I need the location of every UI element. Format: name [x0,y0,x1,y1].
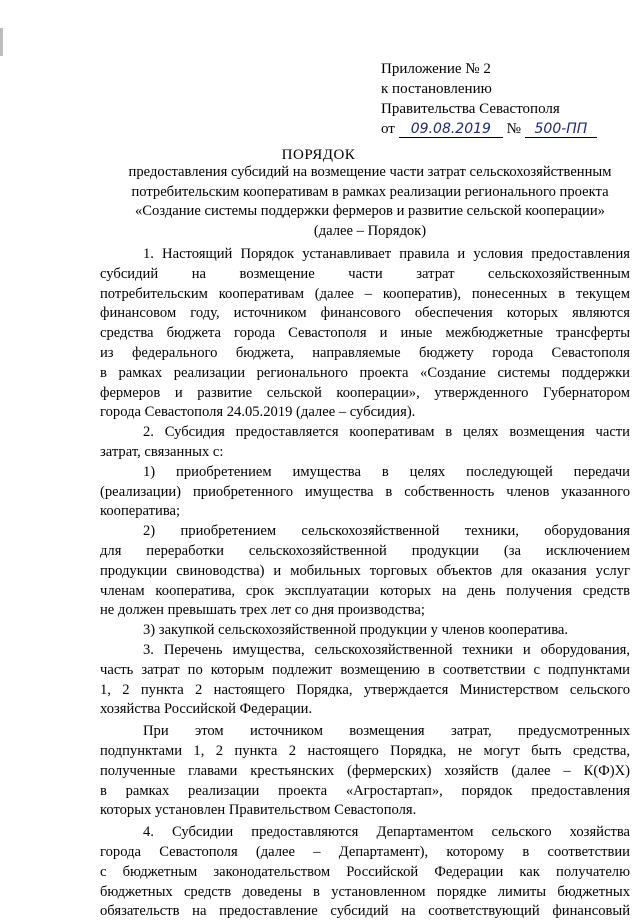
text-line: финансовом году, источником финансового обеспечения которых являются [100,305,630,322]
text-line: часть затрат по которым подлежит возмещению в соответствии с подпунктами [100,661,630,678]
text-line: членам кооператива, срок эксплуатации которых на день получения средств [100,582,630,599]
subtitle-line: предоставления субсидий на возмещение части затрат сельскохозяйственным [128,164,612,180]
appendix-block [381,59,597,139]
text-line: которых установлен Правительством Севастополя. [100,802,417,819]
text-line: (реализации) приобретенного имущества в собственность членов указанного [100,483,630,500]
text-line: в рамках реализации проекта «Агростартап», порядок предоставления [100,782,630,799]
text-line: с бюджетным законодательством Российской Федерации как получателю [100,863,630,880]
text-line: фермеров и развитие сельской кооперации», утвержденного Губернатором [100,384,630,401]
text-line: 4. Субсидии предоставляются Департаментом сельского хозяйства [143,824,630,841]
subtitle-line: (далее – Порядок) [313,222,427,239]
text-line: потребительским кооперативам (далее – кооператив), понесенных в текущем [100,285,630,302]
text-line: города Севастополя 24.05.2019 (далее – субсидия). [100,404,416,421]
text-line: из федерального бюджета, направляемые бюджету города Севастополя [100,344,630,361]
text-line: в рамках реализации регионального проекта «Создание системы поддержки [100,364,630,381]
document-subtitle [110,163,630,241]
subtitle-line: «Создание системы поддержки фермеров и развитие сельской кооперации» [135,203,605,219]
text-line: полученные главами крестьянских (фермерских) хозяйств (далее – К(Ф)Х) [100,762,630,779]
text-line: не должен превышать трех лет со дня производства; [100,602,425,619]
handwritten-date: 09.08.2019 [399,121,503,138]
text-line: 1, 2 пункта 2 настоящего Порядка, утверждается Министерством сельского [100,681,630,698]
text-line: 2. Субсидия предоставляется кооперативам в целях возмещения части [143,424,630,441]
document-title: ПОРЯДОК [281,147,356,163]
appendix-line: Приложение № 2 [381,61,491,77]
document-body [100,245,630,922]
text-line: обязательств на предоставление субсидий на соответствующий финансовый [100,903,630,920]
text-line: хозяйства Российской Федерации. [100,701,313,718]
text-line: кооператива; [100,503,181,520]
text-line: средства бюджета города Севастополя и иные межбюджетные трансферты [100,325,630,342]
scan-edge-mark [0,28,3,56]
from-label: от [381,121,395,137]
text-line: города Севастополя (далее – Департамент), которому в соответствии [100,843,630,860]
appendix-line: Правительства Севастополя [381,101,560,117]
text-line: для переработки сельскохозяйственной продукции (за исключением [100,542,630,559]
text-line: При этом источником возмещения затрат, предусмотренных [143,723,630,740]
text-line: 1. Настоящий Порядок устанавливает правила и условия предоставления [143,246,630,262]
number-label: № [506,121,521,137]
text-line: 3. Перечень имущества, сельскохозяйственной техники и оборудования, [143,641,630,658]
handwritten-number: 500-ПП [525,121,597,138]
text-line: продукции свиноводства) и мобильных торговых объектов для оказания услуг [100,562,630,579]
text-line: 2) приобретением сельскохозяйственной техники, оборудования [143,523,630,540]
subtitle-line: потребительским кооперативам в рамках реализации регионального проекта [131,183,609,200]
text-line: затрат, связанных с: [100,443,224,460]
text-line: субсидий на возмещение части затрат сельскохозяйственным [100,265,630,282]
text-line: подпунктами 1, 2 пункта 2 настоящего Порядка, не могут быть средства, [100,742,630,759]
appendix-line: к постановлению [381,81,492,97]
text-line: бюджетных средств доведены в установленном порядке лимиты бюджетных [100,883,630,900]
text-line: 1) приобретением имущества в целях последующей передачи [143,463,630,480]
text-line: 3) закупкой сельскохозяйственной продукции у членов кооператива. [143,622,569,639]
appendix-date-line [381,119,597,139]
